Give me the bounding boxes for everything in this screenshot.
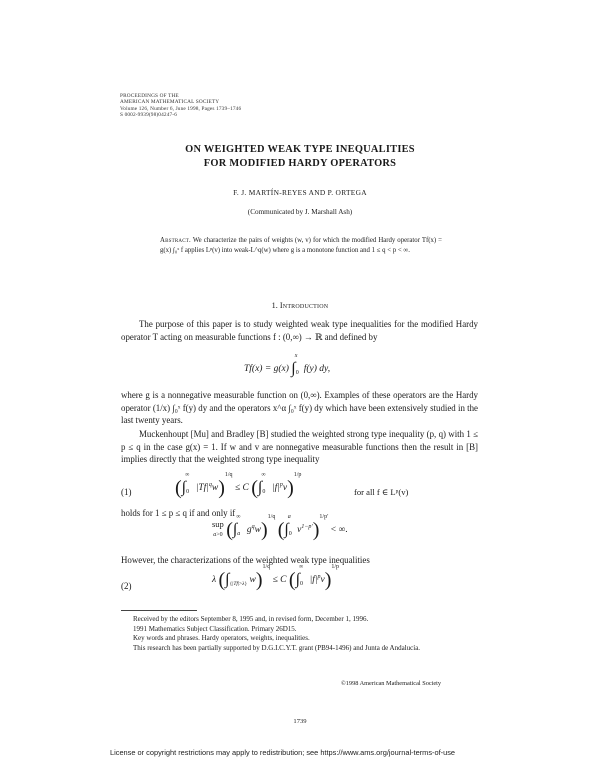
paragraph-2: where g is a nonnegative measurable function on (0,∞). Examples of these operators are the Hardy operator (1/x) ∫₀ˣ f(y) dy and the operators x^α ∫₀ˣ f(y) dy which have been extensively studied in the last twenty years.: [121, 390, 478, 426]
footnote-support: This research has been partially supported by D.G.I.C.Y.T. grant (PB94-1496) and Junta de Andalucía.: [133, 643, 421, 652]
journal-name-line2: AMERICAN MATHEMATICAL SOCIETY: [120, 99, 220, 106]
paragraph-5: However, the characterizations of the weighted weak type inequalities: [121, 555, 370, 565]
equation-1-number: (1): [121, 487, 132, 497]
title-line2: FOR MODIFIED HARDY OPERATORS: [203, 158, 397, 169]
paper-title: [0, 143, 600, 171]
footnotes: [121, 615, 478, 653]
footnote-rule: [121, 610, 197, 611]
title-line1: ON WEIGHTED WEAK TYPE INEQUALITIES: [185, 144, 415, 155]
page-number: 1739: [293, 718, 307, 725]
abstract: [160, 236, 442, 256]
footnote-received: Received by the editors September 8, 1995 and, in revised form, December 1, 1996.: [133, 615, 369, 623]
equation-definition: Tf(x) = g(x) $\int_0^x$ f(y) dy,: [244, 353, 331, 377]
journal-name-line1: PROCEEDINGS OF THE: [120, 93, 179, 99]
equation-2: λ ($\int_{\{|Tf|>\lambda\}}$ w)$^{1/q}$ ≤ C ($\int_0^\infty$ $|f|^pv)^{1/p}$: [212, 564, 340, 591]
footnote-msc: 1991 Mathematics Subject Classification. Primary 26D15.: [133, 624, 297, 633]
equation-supremum-tail: < ∞.: [330, 525, 348, 536]
equation-2-number: (2): [121, 581, 132, 591]
equation-rhs: f(y) dy,: [303, 364, 331, 375]
authors: F. J. MARTÍN-REYES AND P. ORTEGA: [233, 188, 367, 197]
license-note: License or copyright restrictions may apply to redistribution; see https://www.ams.org/journal-terms-of-use: [110, 748, 456, 757]
section-number: 1.: [271, 301, 278, 310]
abstract-text: We characterize the pairs of weights (w, v) for which the modified Hardy operator Tf(x) = g(x) ∫₀ˣ f applies Lᵖ(v) into weak-L^q(w) where g is a monotone function and 1 ≤ q < p < ∞.: [160, 237, 443, 254]
equation-lhs: Tf(x) = g(x): [244, 364, 289, 375]
abstract-label: Abstract.: [160, 237, 191, 244]
copyright-notice: ©1998 American Mathematical Society: [341, 680, 442, 687]
equation-supremum: sup a>0 ($\int_a^\infty$ $g^qw)^{1/q}$ ($\int_0^a$ $v^{1-p'})^{1/p'}$ < ∞.: [212, 514, 348, 541]
equation-1: ($\int_0^\infty$ $|Tf|^qw)^{1/q} \le C$ ($\int_0^\infty$ $|f|^pv)^{1/p}$: [175, 472, 302, 499]
journal-header: [120, 93, 241, 119]
paragraph-1: The purpose of this paper is to study weighted weak type inequalities for the modified Hardy operator T acting on measurable functions f : (0,∞) → ℝ and defined by: [121, 319, 478, 342]
footnote-keywords: Key words and phrases. Hardy operators, weights, inequalities.: [133, 634, 310, 643]
integral-sign: ∫: [291, 360, 296, 377]
serial-number: S 0002-9939(98)04247-6: [120, 112, 178, 119]
volume-info: Volume 126, Number 6, June 1998, Pages 1739–1746: [120, 105, 242, 112]
section-heading: [0, 301, 600, 310]
section-title: Introduction: [279, 301, 329, 310]
paragraph-4: holds for 1 ≤ p ≤ q if and only if: [121, 508, 236, 518]
equation-1-condition: for all f ∈ Lᵖ(v): [354, 487, 409, 497]
communicated-by: (Communicated by J. Marshall Ash): [247, 208, 353, 216]
paragraph-3: Muckenhoupt [Mu] and Bradley [B] studied the weighted strong type inequality (p, q) with 1 ≤ p ≤ q in the case g(x) = 1. If w and v are nonnegative measurable functions then the result in [B] implies directly that the weighted strong type inequality: [121, 429, 478, 465]
